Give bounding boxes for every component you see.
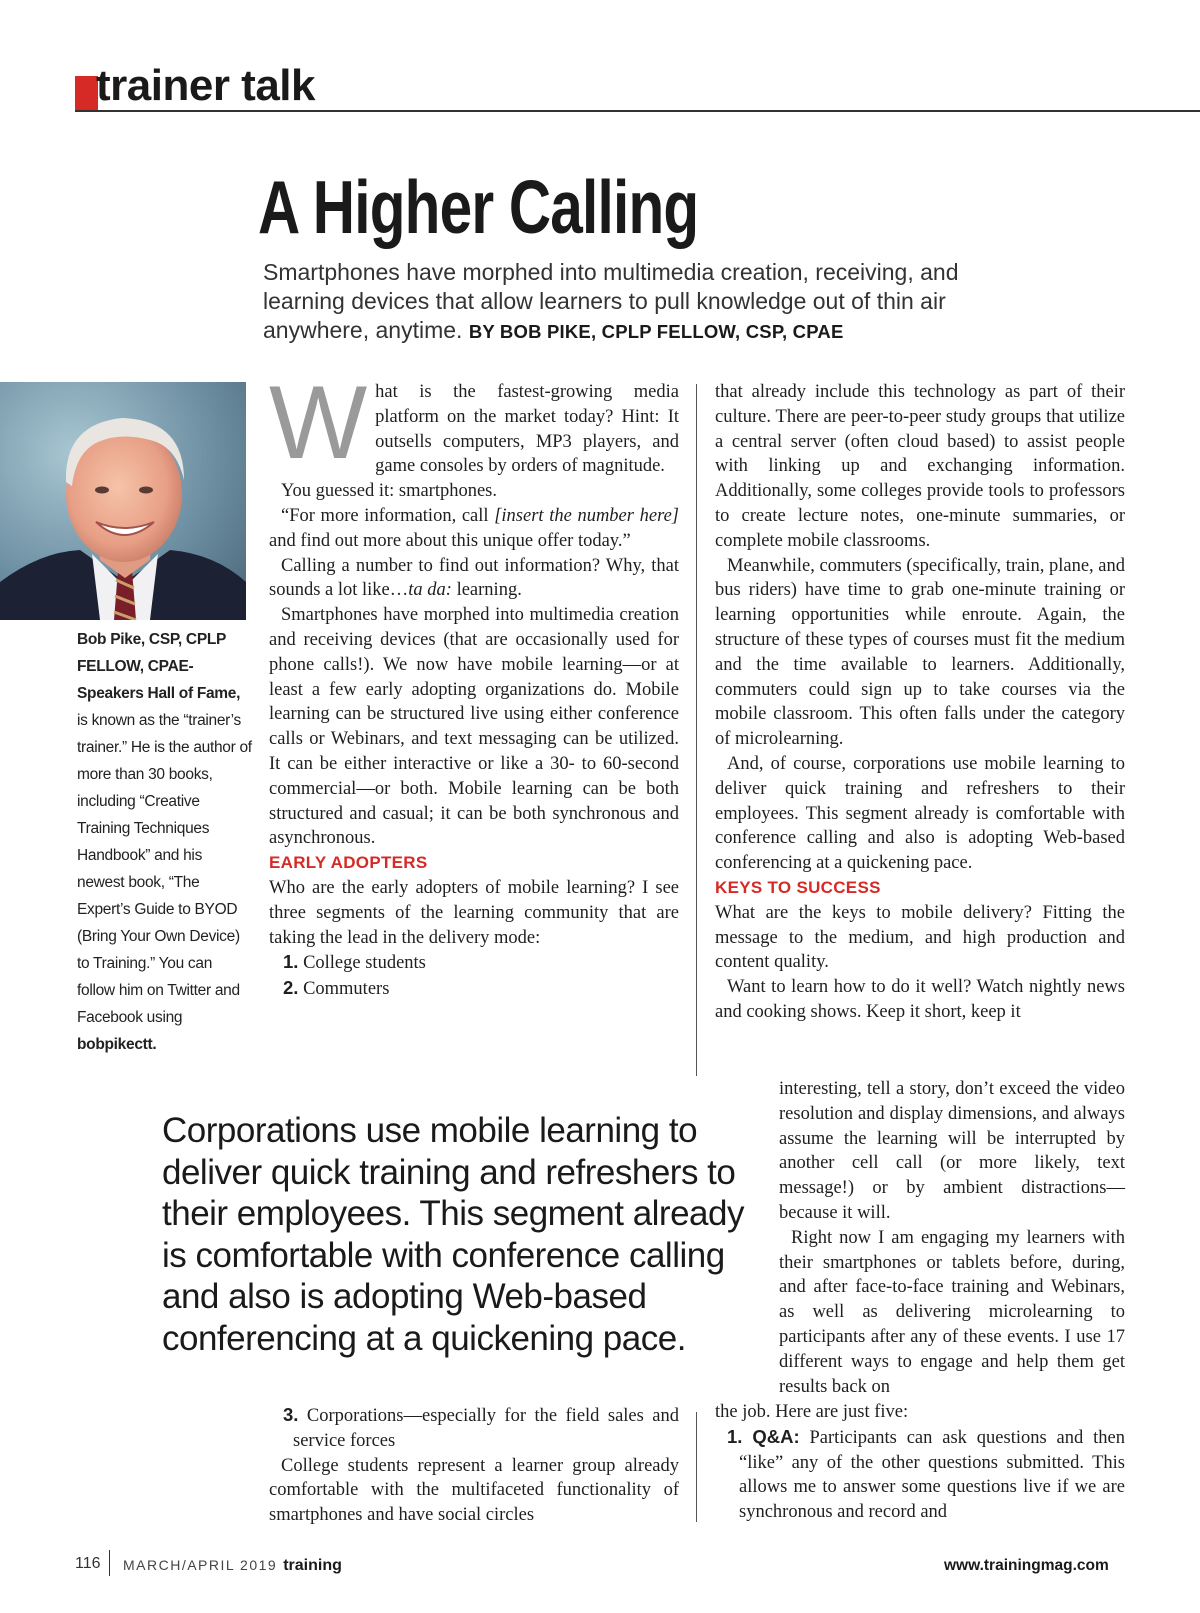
author-twitter-handle: bobpikectt. (77, 1036, 157, 1053)
paragraph: Calling a number to find out information? Why, that sounds a lot like…ta da: learning. (269, 555, 679, 601)
author-portrait-icon (0, 382, 246, 620)
byline: BY BOB PIKE, CPLP FELLOW, CSP, CPAE (468, 321, 844, 342)
list-item: 1. Q&A: Participants can ask questions and then “like” any of the other questions submitted. This allows me to answer some questions live if we are synchronous and record and (727, 1425, 1125, 1523)
author-photo (0, 382, 246, 620)
article-column-2-inset (779, 1077, 1125, 1399)
paragraph: And, of course, corporations use mobile learning to deliver quick training and refreshers to their employees. This segment already is comfortable with conference calling and also is adopting Web-based conferencing at a quickening pace. (715, 753, 1125, 874)
paragraph: What are the keys to mobile delivery? Fitting the message to the medium, and high production and content quality. (715, 902, 1125, 973)
paragraph: the job. Here are just five: (715, 1402, 909, 1422)
paragraph: You guessed it: smartphones. (281, 481, 498, 502)
article-column-1 (269, 365, 679, 1002)
author-bio-text: is known as the “trainer’s trainer.” He is the author of more than 30 books, including “Creative Training Techniques Handbook” and his newest book, “The Expert’s Guide to BYOD (Bring Your Own Device) to Training.” You can follow him on Twitter and Facebook using (77, 712, 252, 1026)
column-divider (696, 384, 697, 1076)
paragraph-intro: What is the fastest-growing media platform on the market today? Hint: It outsells computers, MP3 players, and game consoles by orders of magnitude. (269, 365, 679, 481)
pull-quote: Corporations use mobile learning to deliver quick training and refreshers to their employees. This segment already is comfortable with conference calling and also is adopting Web-based conferencing at a quickening pace. (162, 1111, 744, 1358)
author-bio (77, 626, 252, 1058)
list-item: 2. Commuters (283, 977, 390, 1000)
paragraph: “For more information, call [insert the number here] and find out more about this unique offer today.” (269, 505, 679, 551)
magazine-brand: training (283, 1557, 342, 1574)
section-accent-bar (75, 76, 98, 112)
issue-date: MARCH/APRIL 2019 training (123, 1557, 342, 1574)
article-headline: A Higher Calling (258, 165, 699, 249)
article-deck (263, 258, 983, 346)
paragraph: Smartphones have morphed into multimedia creation and receiving devices (that are occasionally used for phone calls!). We now have mobile learning—or at least a few early adopting organizations do. Mobile learning can be structured live using either conference calls or Webinars, and text messaging can be utilized. It can be either interactive or like a 30- to 60-second commercial—or both. Mobile learning can be both structured and casual; it can be both synchronous and asynchronous. (269, 605, 679, 849)
article-column-2-bottom (715, 1400, 1125, 1525)
list-item: 1. College students (283, 951, 426, 974)
page-number: 116 (75, 1555, 101, 1572)
subhead-early-adopters: EARLY ADOPTERS (269, 853, 428, 873)
magazine-url: www.trainingmag.com (944, 1557, 1109, 1574)
paragraph: Right now I am engaging my learners with their smartphones or tablets before, during, and after face-to-face training and Webinars, as well as delivering microlearning to participants after any of these events. I use 17 different ways to engage and help them get results back on (779, 1227, 1125, 1397)
paragraph: that already include this technology as part of their culture. There are peer-to-peer study groups that utilize a central server (often cloud based) to assist people with linking up and exchanging information. Additionally, some colleges provide tools to professors to create lecture notes, one-minute summaries, or complete mobile classrooms. (715, 382, 1125, 551)
paragraph: Want to learn how to do it well? Watch nightly news and cooking shows. Keep it short, keep it (715, 977, 1125, 1022)
footer-divider (109, 1550, 110, 1576)
list-item: 3. Corporations—especially for the field sales and service forces (283, 1404, 680, 1451)
deck-text: Smartphones have morphed into multimedia creation, receiving, and learning devices that allow learners to pull knowledge out of thin air anywhere, anytime. (263, 259, 959, 343)
author-bio-name: Bob Pike, CSP, CPLP FELLOW, CPAE-Speakers Hall of Fame, (77, 631, 241, 702)
drop-cap: W (269, 365, 368, 481)
article-column-1-bottom (269, 1403, 679, 1528)
paragraph: interesting, tell a story, don’t exceed the video resolution and display dimensions, and always assume the learning will be interrupted by another cell call (or more likely, text message!) or by ambient distractions—because it will. (779, 1079, 1125, 1223)
article-column-2 (715, 380, 1125, 1025)
section-title: trainer talk (96, 61, 315, 110)
subhead-keys-to-success: KEYS TO SUCCESS (715, 877, 881, 897)
paragraph: Meanwhile, commuters (specifically, train, plane, and bus riders) have time to grab one-minute training or learning opportunities while enroute. Again, the structure of these types of courses must fit the medium and the time available to learners. Additionally, commuters could sign up to take courses via the mobile classroom. This often falls under the category of microlearning. (715, 555, 1125, 750)
header-rule (75, 110, 1200, 112)
paragraph: College students represent a learner group already comfortable with the multifaceted functionality of smartphones and have social circles (269, 1455, 679, 1526)
column-divider (696, 1412, 697, 1522)
paragraph: Who are the early adopters of mobile learning? I see three segments of the learning community that are taking the lead in the delivery mode: (269, 877, 679, 948)
